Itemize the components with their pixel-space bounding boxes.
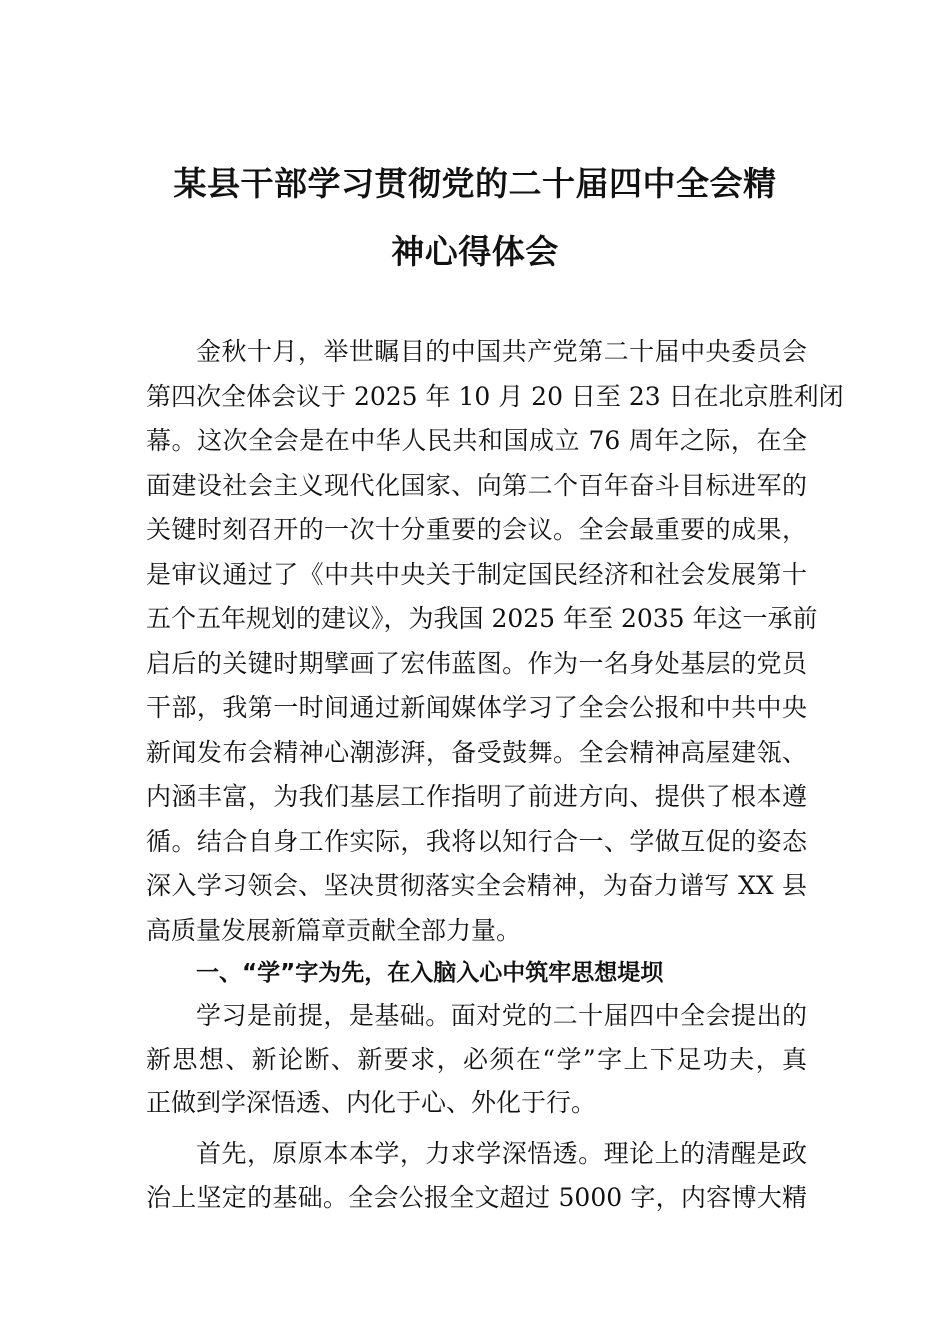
heading-text: 一、“学”字为先，在入脑入心中筑牢思想堤坝 (196, 960, 664, 986)
paragraph-line: 首先，原原本本学，力求学深悟透。理论上的清醒是政 (196, 1139, 807, 1168)
document-title (150, 150, 800, 286)
paragraph-line: 金秋十月，举世瞩目的中国共产党第二十届中央委员会 (196, 337, 807, 366)
paragraph-line: 内涵丰富，为我们基层工作指明了前进方向、提供了根本遵 (146, 782, 807, 811)
paragraph-line: 学习是前提，是基础。面对党的二十届四中全会提出的 (196, 1001, 807, 1030)
paragraph-line: 治上坚定的基础。全会公报全文超过 5000 字，内容博大精 (146, 1183, 807, 1212)
paragraph-line: 新思想、新论断、新要求，必须在“学”字上下足功夫，真 (146, 1045, 807, 1074)
paragraph-line: 深入学习领会、坚决贯彻落实全会精神，为奋力谱写 XX 县 (146, 871, 807, 900)
paragraph-line: 新闻发布会精神心潮澎湃，备受鼓舞。全会精神高屋建瓴、 (146, 737, 807, 767)
paragraph-line: 关键时刻召开的一次十分重要的会议。全会最重要的成果， (146, 515, 807, 544)
paragraph-line: 干部，我第一时间通过新闻媒体学习了全会公报和中共中央 (146, 693, 807, 722)
paragraph-line: 循。结合自身工作实际，我将以知行合一、学做互促的姿态 (146, 826, 807, 856)
paragraph-line: 幕。这次全会是在中华人民共和国成立 76 周年之际，在全 (146, 426, 807, 455)
paragraph-line: 高质量发展新篇章贡献全部力量。 (146, 915, 522, 945)
title-line-2: 神心得体会 (391, 232, 559, 271)
paragraph-line: 正做到学深悟透、内化于心、外化于行。 (146, 1088, 597, 1117)
paragraph-line: 五个五年规划的建议》，为我国 2025 年至 2035 年这一承前 (146, 604, 818, 633)
paragraph-line: 是审议通过了《中共中央关于制定国民经济和社会发展第十 (146, 559, 807, 589)
paragraph-line: 面建设社会主义现代化国家、向第二个百年奋斗目标进军的 (146, 470, 807, 500)
title-line-1: 某县干部学习贯彻党的二十届四中全会精 (173, 164, 777, 203)
paragraph-line: 启后的关键时期擘画了宏伟蓝图。作为一名身处基层的党员 (146, 648, 807, 678)
paragraph-line: 第四次全体会议于 2025 年 10 月 20 日至 23 日在北京胜利闭 (146, 381, 844, 411)
